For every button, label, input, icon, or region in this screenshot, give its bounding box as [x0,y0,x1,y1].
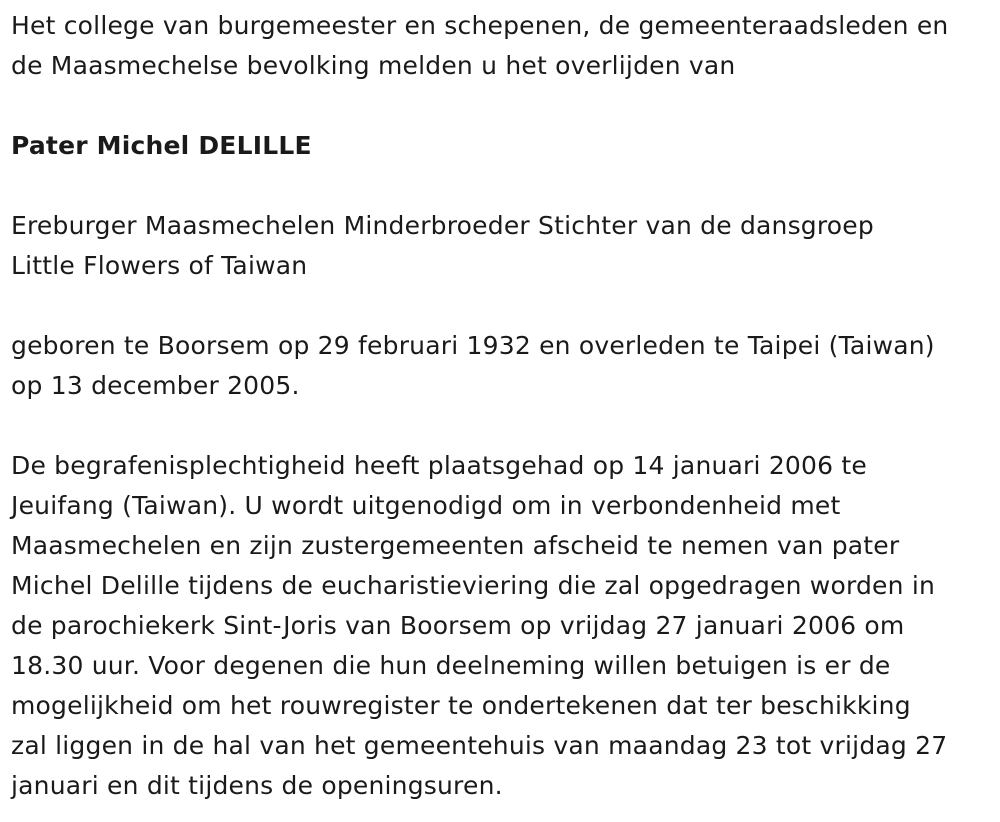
funeral-line: zal liggen in de hal van het gemeentehuis van maandag 23 tot vrijdag 27 [11,731,948,760]
funeral-line: mogelijkheid om het rouwregister te ondertekenen dat ter beschikking [11,691,911,720]
funeral-paragraph [11,446,996,806]
funeral-line: Michel Delille tijdens de eucharistieviering die zal opgedragen worden in [11,571,936,600]
birth-death-line: op 13 december 2005. [11,371,300,400]
intro-line: Het college van burgemeester en schepenen, de gemeenteraadsleden en [11,11,949,40]
death-notice [11,6,996,806]
funeral-line: De begrafenisplechtigheid heeft plaatsgehad op 14 januari 2006 te [11,451,867,480]
funeral-line: de parochiekerk Sint-Joris van Boorsem op vrijdag 27 januari 2006 om [11,611,905,640]
funeral-line: 18.30 uur. Voor degenen die hun deelneming willen betuigen is er de [11,651,891,680]
titles-line: Little Flowers of Taiwan [11,251,308,280]
intro-paragraph [11,6,996,86]
birth-death-line: geboren te Boorsem op 29 februari 1932 en overleden te Taipei (Taiwan) [11,331,935,360]
deceased-name: Pater Michel DELILLE [11,131,312,160]
titles-paragraph [11,206,996,286]
funeral-line: Jeuifang (Taiwan). U wordt uitgenodigd om in verbondenheid met [11,491,841,520]
funeral-line: Maasmechelen en zijn zustergemeenten afscheid te nemen van pater [11,531,900,560]
intro-line: de Maasmechelse bevolking melden u het overlijden van [11,51,736,80]
funeral-line: januari en dit tijdens de openingsuren. [11,771,503,800]
birth-death-paragraph [11,326,996,406]
titles-line: Ereburger Maasmechelen Minderbroeder Stichter van de dansgroep [11,211,874,240]
